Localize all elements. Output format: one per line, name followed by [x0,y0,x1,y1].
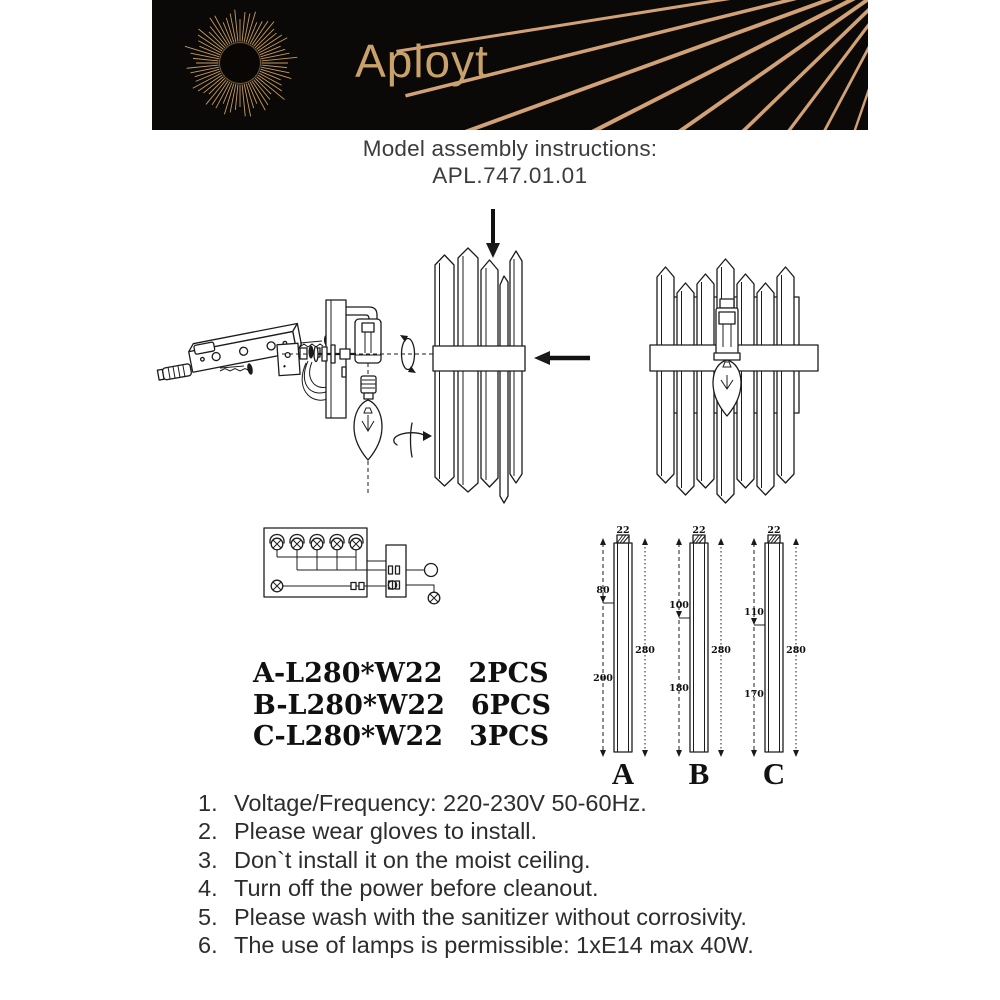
part-row [253,658,551,690]
part-row [253,721,551,753]
part-code: A-L280*W22 [253,658,443,689]
dimension-drawing-a [593,525,655,791]
instruction-item [198,846,878,874]
dim-upper: 100 [669,600,689,611]
instruction-item [198,931,878,959]
dim-total: 280 [786,645,806,656]
dim-lower: 200 [593,673,613,684]
part-code: B-L280*W22 [253,689,445,721]
wall-anchor [157,363,192,381]
item-text: Turn off the power before cleanout. [234,875,599,902]
instruction-item [198,789,878,817]
wiring-diagram [244,512,454,612]
item-number: 4. [198,875,218,902]
dimension-drawing-b [669,525,731,791]
item-text: The use of lamps is permissible: 1xE14 max 40W. [234,932,754,959]
left-arrow-icon [534,351,590,365]
down-arrow-icon [486,209,500,258]
terminal-block [386,545,406,597]
dim-width: 22 [767,525,781,536]
plug-symbol [425,564,438,577]
mounting-band [433,346,525,371]
sunburst-center [221,44,260,83]
item-text: Don`t install it on the moist ceiling. [234,846,591,873]
lamp-arm [346,307,377,320]
dim-upper: 110 [744,607,764,618]
page-title: Model assembly instructions: [362,136,658,161]
brand-logotype: Aployt [355,35,489,87]
part-qty: 3PCS [469,721,550,752]
item-text: Voltage/Frequency: 220-230V 50-60Hz. [234,790,647,816]
assembled-lamp-drawing [650,259,818,503]
lamp-symbols [270,535,363,550]
dimension-drawing-c [744,525,806,791]
item-text: Please wear gloves to install. [234,818,538,845]
item-number: 2. [198,818,218,845]
bulb [354,363,382,493]
item-number: 1. [198,790,218,816]
dim-total: 280 [635,645,655,656]
item-number: 6. [198,932,218,959]
instruction-item [198,903,878,931]
instruction-item [198,874,878,902]
dimension-drawings [588,523,813,793]
bottom-lamp-symbol [271,580,386,592]
rotate-bulb-icon [394,423,432,457]
socket-and-bulb [713,299,741,416]
lamp-socket [355,319,381,363]
exploded-view-drawing [157,300,440,493]
part-qty: 2PCS [468,658,549,689]
dim-total: 280 [711,645,731,656]
part-row [253,690,551,722]
instructions-list [198,789,878,959]
dim-width: 22 [692,525,706,536]
assembly-diagram [150,195,870,530]
dim-label: C [762,756,786,791]
dim-label: B [688,756,710,791]
item-number: 3. [198,846,218,873]
dim-width: 22 [616,525,630,536]
item-text: Please wash with the sanitizer without corrosivity. [234,903,747,930]
parts-list [253,658,551,753]
part-code: C-L280*W22 [253,721,444,752]
model-number: APL.747.01.01 [432,163,588,188]
crystal-shade-drawing [433,209,590,503]
dim-label: A [611,756,635,791]
item-number: 5. [198,903,218,930]
dim-lower: 170 [744,689,764,700]
brand-header [152,0,868,130]
output-connections [406,564,440,604]
wall-plate [277,343,300,375]
instruction-item [198,817,878,845]
dim-upper: 80 [596,585,610,596]
title-block [150,135,870,189]
wiring-lines [277,550,386,570]
dim-lower: 180 [669,683,689,694]
part-qty: 6PCS [470,689,551,721]
